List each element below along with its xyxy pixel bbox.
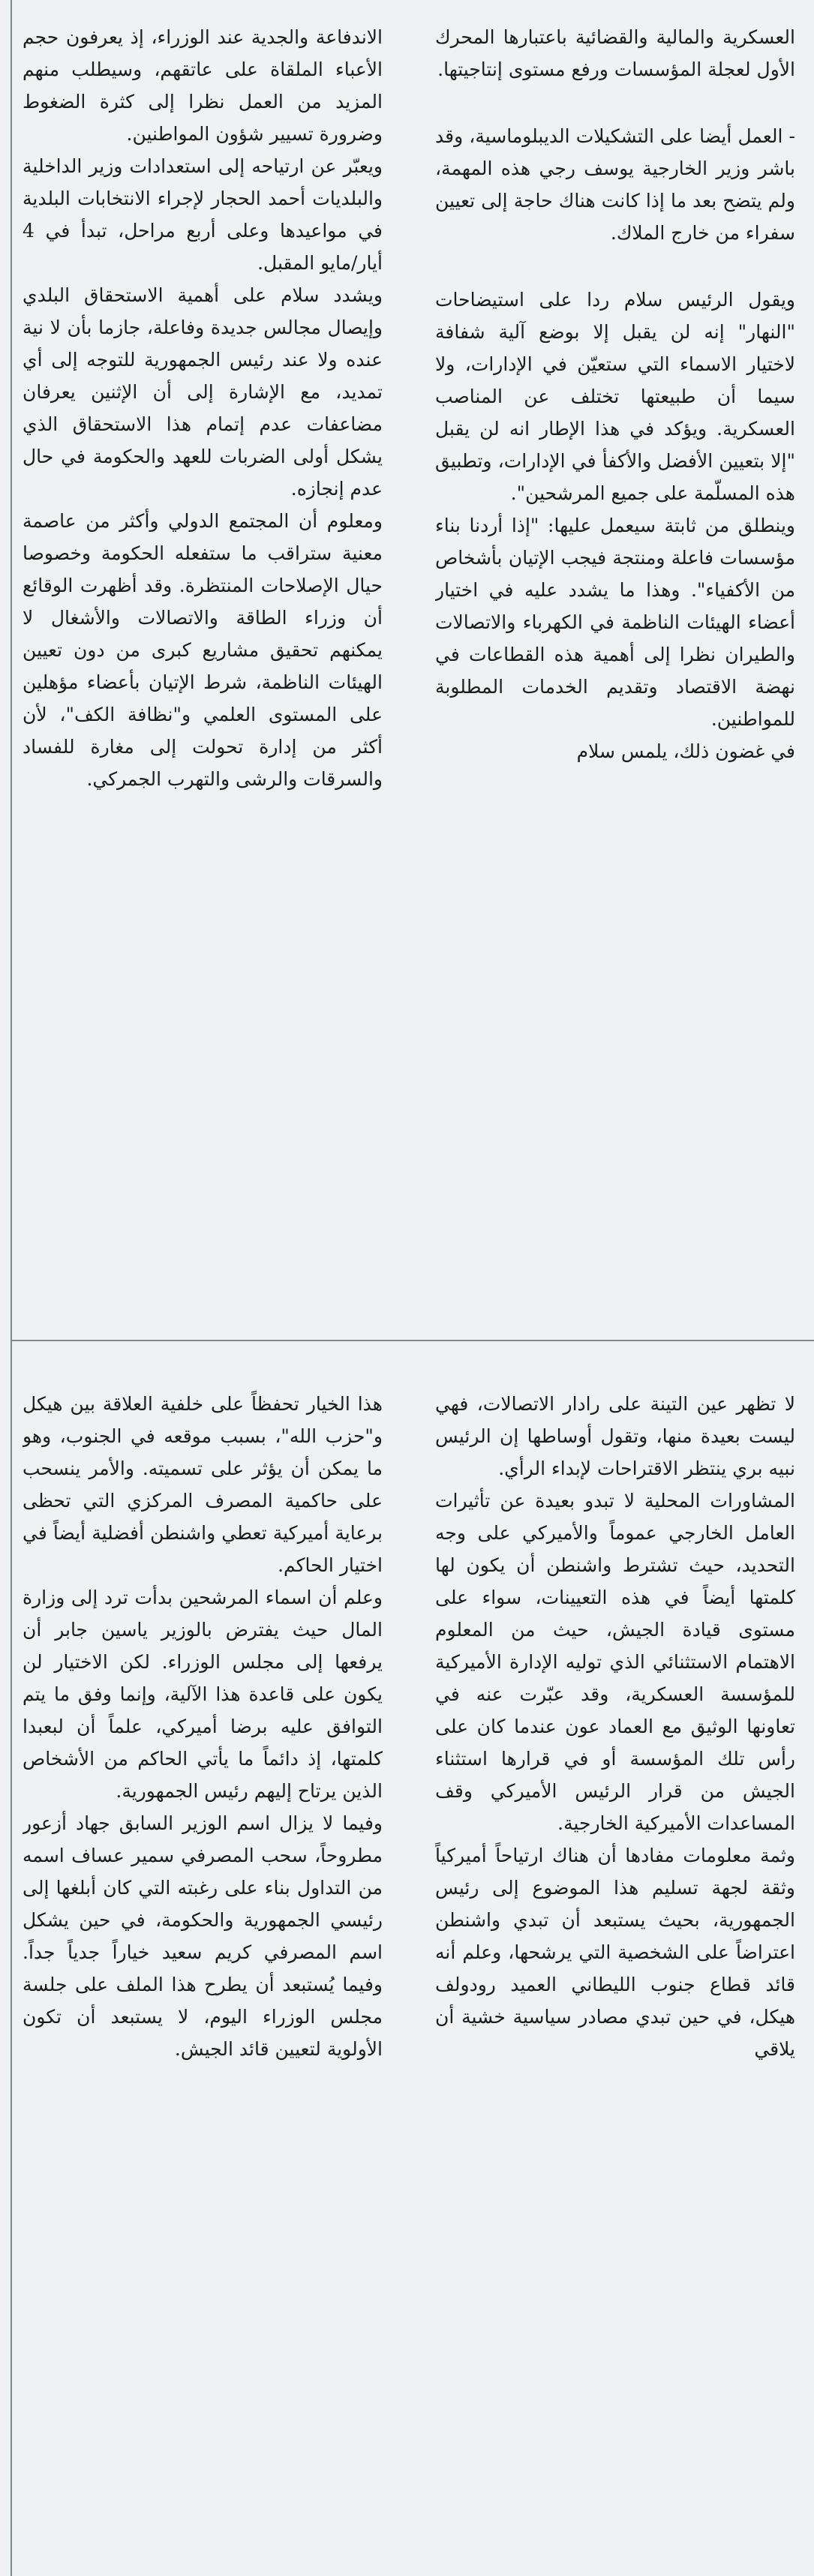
article-section-bottom (0, 1343, 814, 2576)
paragraph: ومعلوم أن المجتمع الدولي وأكثر من عاصمة معنية ستراقب ما ستفعله الحكومة وخصوصا حيال الإصلاحات المنتظرة. وقد أظهرت الوقائع أن وزراء الطاقة والاتصالات والأشغال لا يمكنهم تحقيق مشاريع كبرى من دون تعيين الهيئات الناظمة، شرط الإتيان بأعضاء مؤهلين على المستوى العلمي و"نظافة الكف"، لأن أكثر من إدارة تحولت إلى مغارة للفساد والسرقات والرشى والتهرب الجمركي. (23, 510, 383, 790)
paragraph: هذا الخيار تحفظاً على خلفية العلاقة بين هيكل و"حزب الله"، بسبب موقعه في الجنوب، وهو ما يمكن أن يؤثر على تسميته. والأمر ينسحب على حاكمية المصرف المركزي التي تحظى برعاية أميركية تعطي واشنطن أفضلية أيضاً في اختيار الحاكم. (23, 1393, 383, 1576)
paragraph: ويشدد سلام على أهمية الاستحقاق البلدي وإيصال مجالس جديدة وفاعلة، جازما بأن لا نية عنده ولا عند رئيس الجمهورية للتوجه إلى أي تمديد، مع الإشارة إلى أن الإثنين يعرفان مضاعفات عدم إتمام هذا الاستحقاق الذي يشكل أولى الضربات للعهد والحكومة في حال عدم إنجازه. (23, 284, 383, 500)
paragraph: وثمة معلومات مفادها أن هناك ارتياحاً أميركياً وثقة لجهة تسليم هذا الموضوع إلى رئيس الجمهورية، بحيث يستبعد أن تبدي واشنطن اعتراضاً على الشخصية التي يرشحها، وعلم أنه قائد قطاع جنوب الليطاني العميد رودولف هيكل، في حين تبدي مصادر سياسية خشية أن يلاقي (435, 1845, 795, 2060)
paragraph: وعلم أن اسماء المرشحين بدأت ترد إلى وزارة المال حيث يفترض بالوزير ياسين جابر أن يرفعها إلى مجلس الوزراء. لكن الاختيار لن يكون على قاعدة هذا الآلية، وإنما وفق ما يتم التوافق عليه برضا أميركي، علماً أن لبعبدا كلمتها، إذ دائماً ما يأتي الحاكم من الأشخاص الذين يرتاح إليهم رئيس الجمهورية. (23, 1587, 383, 1802)
paragraph: ويعبّر عن ارتياحه إلى استعدادات وزير الداخلية والبلديات أحمد الحجار لإجراء الانتخابات البلدية في مواعيدها وعلى أربع مراحل، تبدأ في 4 أيار/مايو المقبل. (23, 155, 383, 274)
paragraph: الاندفاعة والجدية عند الوزراء، إذ يعرفون حجم الأعباء الملقاة على عاتقهم، وسيطلب منهم المزيد من العمل نظرا إلى كثرة الضغوط وضرورة تسيير شؤون المواطنين. (23, 26, 383, 145)
paragraph: في غضون ذلك، يلمس سلام (576, 740, 795, 762)
paragraph: وينطلق من ثابتة سيعمل عليها: "إذا أردنا بناء مؤسسات فاعلة ومنتجة فيجب الإتيان بأشخاص من الأكفياء". وهذا ما يشدد عليه في اختيار أعضاء الهيئات الناظمة في الكهرباء والاتصالات والطيران نظرا إلى أهمية هذه القطاعات في نهضة الاقتصاد وتقديم الخدمات المطلوبة للمواطنين. (435, 515, 795, 730)
paragraph: وفيما لا يزال اسم الوزير السابق جهاد أزعور مطروحاً، سحب المصرفي سمير عساف اسمه من التداول بناء على رغبته التي كان أبلغها إلى رئيسي الجمهورية والحكومة، في حين يشكل اسم المصرفي كريم سعيد خياراً جدياً جداً. وفيما يُستبعد أن يطرح هذا الملف على جلسة مجلس الوزراء اليوم، لا يستبعد أن تكون الأولوية لتعيين قائد الجيش. (23, 1812, 383, 2060)
text-column-left-bottom (23, 1388, 383, 2573)
paragraph: لا تظهر عين التينة على رادار الاتصالات، فهي ليست بعيدة منها، وتقول أوساطها إن الرئيس نبيه بري ينتظر الاقتراحات لإبداء الرأي. (435, 1393, 795, 1479)
text-column-right-bottom (435, 1388, 795, 2573)
paragraph: المشاورات المحلية لا تبدو بعيدة عن تأثيرات العامل الخارجي عموماً والأميركي على وجه التحديد، حيث تشترط واشنطن أن يكون لها كلمتها أيضاً في هذه التعيينات، سواء على مستوى قيادة الجيش، حيث من المعلوم الاهتمام الاستثنائي الذي توليه الإدارة الأميركية للمؤسسة العسكرية، وقد عبّرت عنه في تعاونها الوثيق مع العماد عون عندما كان على رأس تلك المؤسسة أو في قرارها استثناء الجيش من قرار الرئيس الأميركي وقف المساعدات الأميركية الخارجية. (435, 1490, 795, 1834)
section-divider (11, 1340, 814, 1341)
paragraph: العسكرية والمالية والقضائية باعتبارها المحرك الأول لعجلة المؤسسات ورفع مستوى إنتاجيتها. (435, 26, 795, 80)
paragraph: ويقول الرئيس سلام ردا على استيضاحات "النهار" إنه لن يقبل إلا بوضع آلية شفافة لاختيار الاسماء التي ستعيّن في الإدارات، ولا سيما أن طبيعتها تختلف عن المناصب العسكرية. ويؤكد في هذا الإطار انه لن يقبل "إلا بتعيين الأفضل والأكفأ في الإدارات، وتطبيق هذه المسلّمة على جميع المرشحين". (435, 289, 795, 504)
text-column-right-top (435, 21, 795, 1326)
text-column-left-top (23, 21, 383, 1326)
paragraph: - العمل أيضا على التشكيلات الديبلوماسية، وقد باشر وزير الخارجية يوسف رجي هذه المهمة، ولم يتضح بعد ما إذا كانت هناك حاجة إلى تعيين سفراء من خارج الملاك. (435, 125, 795, 244)
